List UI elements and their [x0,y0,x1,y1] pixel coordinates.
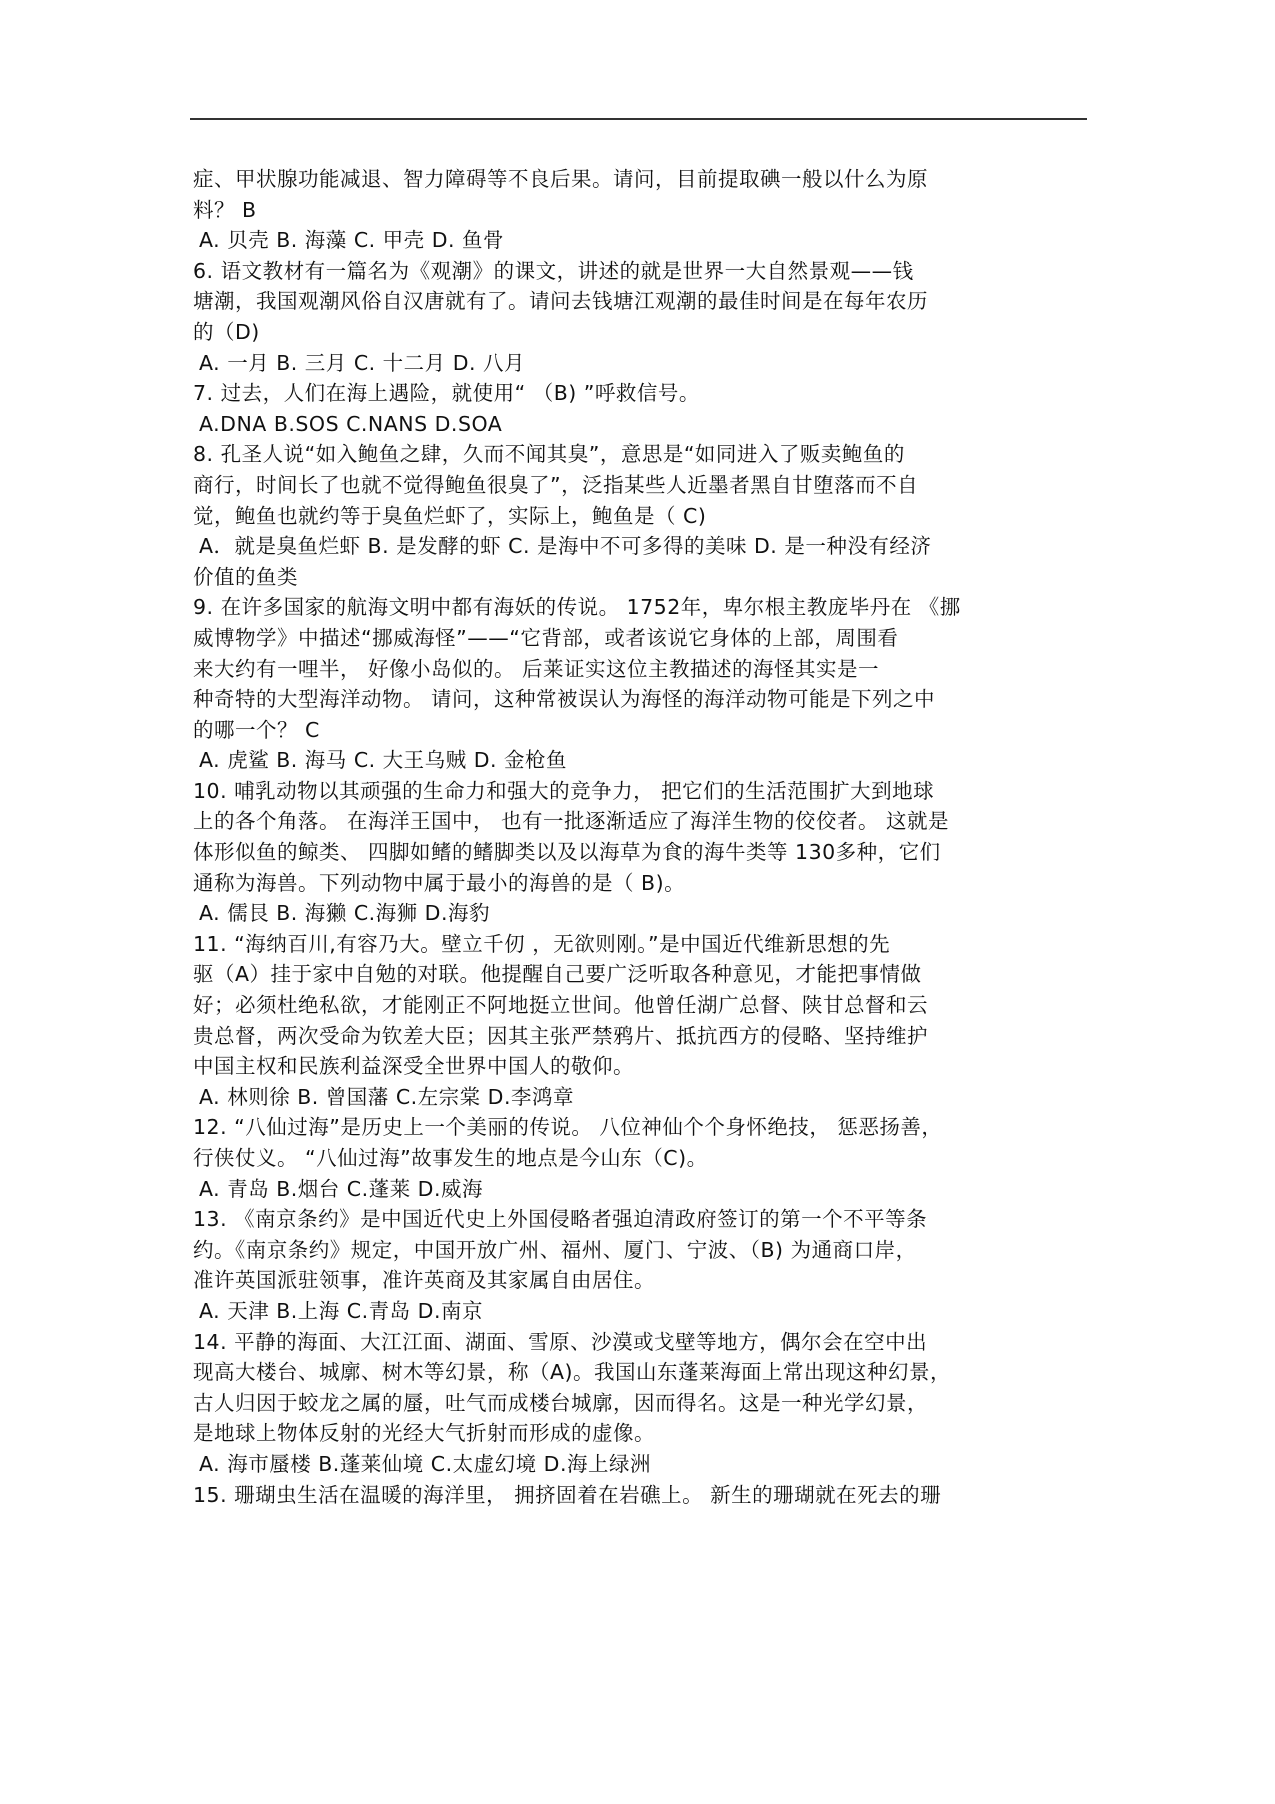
text-line: 准许英国派驻领事，准许英商及其家属自由居住。 [193,1268,655,1293]
text-line: 是地球上物体反射的光经大气折射而形成的虚像。 [193,1421,655,1446]
answer-options: A. 儒艮 B. 海獭 C.海狮 D.海豹 [199,901,490,926]
text-line: 觉，鲍鱼也就约等于臭鱼烂虾了，实际上，鲍鱼是（ C) [193,503,707,528]
answer-options: A. 青岛 B.烟台 C.蓬莱 D.威海 [199,1176,483,1201]
answer-options: A. 海市蜃楼 B.蓬莱仙境 C.太虚幻境 D.海上绿洲 [199,1451,651,1476]
answer-options: A. 林则徐 B. 曾国藩 C.左宗棠 D.李鸿章 [199,1084,574,1109]
text-line: 的（D) [193,319,260,344]
text-line: 驱（A）挂于家中自勉的对联。他提醒自己要广泛听取各种意见，才能把事情做 [193,962,922,987]
text-line: 贵总督，两次受命为钦差大臣；因其主张严禁鸦片、抵抗西方的侵略、坚持维护 [193,1023,928,1048]
answer-options: A. 一月 B. 三月 C. 十二月 D. 八月 [199,350,526,375]
answer-options: A. 虎鲨 B. 海马 C. 大王乌贼 D. 金枪鱼 [199,748,568,773]
question-8: 8. 孔圣人说“如入鲍鱼之肆，久而不闻其臭”，意思是“如同进入了贩卖鲍鱼的 [193,442,905,467]
text-line: 的哪一个？ C [193,717,320,742]
question-11: 11. “海纳百川,有容乃大。壁立千仞 ，无欲则刚。”是中国近代维新思想的先 [193,931,891,956]
question-10: 10. 哺乳动物以其顽强的生命力和强大的竞争力， 把它们的生活范围扩大到地球 [193,778,935,803]
text-line: 价值的鱼类 [193,564,298,589]
question-13: 13. 《南京条约》是中国近代史上外国侵略者强迫清政府签订的第一个不平等条 [193,1207,928,1232]
question-9: 9. 在许多国家的航海文明中都有海妖的传说。 1752年，卑尔根主教庞毕丹在 《挪 [193,595,961,620]
text-line: 体形似鱼的鲸类、 四脚如鳍的鳍脚类以及以海草为食的海牛类等 130多种，它们 [193,840,941,865]
text-line: 种奇特的大型海洋动物。 请问，这种常被误认为海怪的海洋动物可能是下列之中 [193,687,936,712]
question-7: 7. 过去，人们在海上遇险，就使用“ （B) ”呼救信号。 [193,381,700,406]
answer-options: A. 天津 B.上海 C.青岛 D.南京 [199,1298,483,1323]
question-12: 12. “八仙过海”是历史上一个美丽的传说。 八位神仙个个身怀绝技， 惩恶扬善， [193,1115,943,1140]
text-line: 行侠仗义。 “八仙过海”故事发生的地点是今山东（C)。 [193,1146,708,1170]
document-body [193,164,1093,1510]
text-line: 来大约有一哩半， 好像小岛似的。 后莱证实这位主教描述的海怪其实是一 [193,656,880,681]
text-line: 料？ B [193,197,257,222]
text-line: 症、甲状腺功能减退、智力障碍等不良后果。请问，目前提取碘一般以什么为原 [193,167,928,191]
text-line: 古人归因于蛟龙之属的蜃，吐气而成楼台城廓，因而得名。这是一种光学幻景， [193,1390,928,1415]
question-14: 14. 平静的海面、大江江面、湖面、雪原、沙漠或戈壁等地方，偶尔会在空中出 [193,1329,928,1354]
answer-options: A．就是臭鱼烂虾 B. 是发酵的虾 C. 是海中不可多得的美味 D. 是一种没有经济 [199,534,932,559]
text-line: 现高大楼台、城廓、树木等幻景，称（A)。我国山东蓬莱海面上常出现这种幻景， [193,1360,952,1385]
answer-options: A.DNA B.SOS C.NANS D.SOA [199,411,503,436]
text-line: 好；必须杜绝私欲，才能刚正不阿地挺立世间。他曾任湖广总督、陕甘总督和云 [193,993,928,1018]
question-15: 15. 珊瑚虫生活在温暖的海洋里， 拥挤固着在岩礁上。 新生的珊瑚就在死去的珊 [193,1482,942,1507]
text-line: 中国主权和民族利益深受全世界中国人的敬仰。 [193,1054,634,1079]
text-line: 威博物学》中描述“挪威海怪”——“它背部，或者该说它身体的上部，周围看 [193,625,899,650]
text-line: 约。《南京条约》规定，中国开放广州、福州、厦门、宁波、（B) 为通商口岸， [193,1237,917,1262]
text-line: 塘潮，我国观潮风俗自汉唐就有了。请问去钱塘江观潮的最佳时间是在每年农历 [193,289,928,314]
answer-options: A. 贝壳 B. 海藻 C. 甲壳 D. 鱼骨 [199,228,505,253]
text-line: 通称为海兽。下列动物中属于最小的海兽的是（ B)。 [193,870,686,895]
question-6: 6. 语文教材有一篇名为《观潮》的课文，讲述的就是世界一大自然景观——钱 [193,258,914,283]
header-rule [190,118,1087,120]
text-line: 商行，时间长了也就不觉得鲍鱼很臭了”，泛指某些人近墨者黑自甘堕落而不自 [193,472,919,497]
text-line: 上的各个角落。 在海洋王国中， 也有一批逐渐适应了海洋生物的佼佼者。 这就是 [193,809,950,834]
